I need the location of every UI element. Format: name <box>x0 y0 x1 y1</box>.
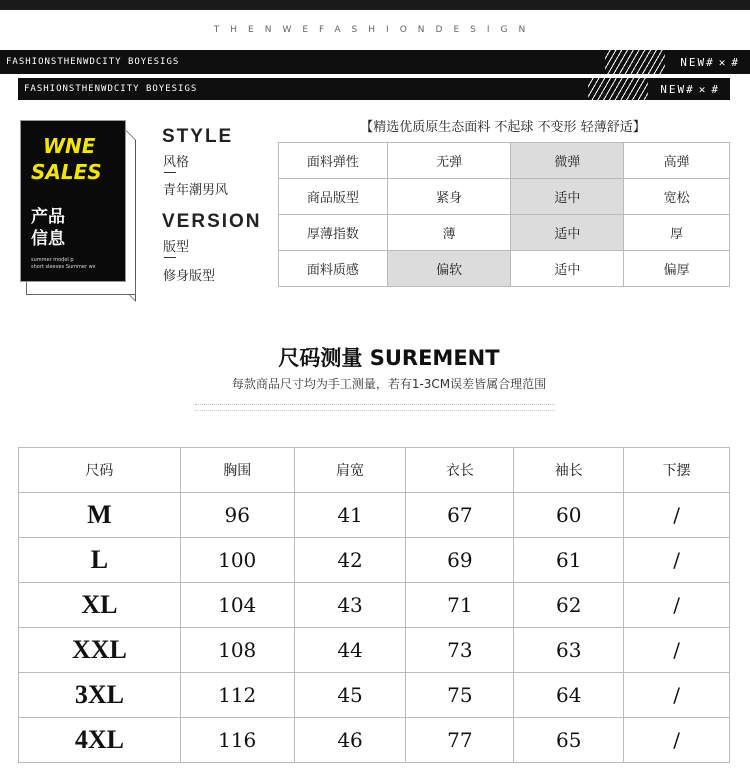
band-text: FASHIONSTHENWDCITY BOYESIGS <box>6 57 180 67</box>
style-heading: STYLE <box>162 126 234 147</box>
attribute-row <box>279 215 730 251</box>
stripe-decoration-secondary <box>588 78 648 100</box>
product-info-box <box>20 120 126 282</box>
version-cn-label: 版型 <box>163 240 190 255</box>
attribute-label: 面料弹性 <box>279 143 388 179</box>
attribute-option: 微弹 <box>511 143 624 179</box>
header-band-secondary <box>18 78 730 100</box>
size-value-cell: 73 <box>406 628 514 673</box>
size-header-cell: 胸围 <box>180 448 294 493</box>
band-new-label-secondary: NEW# ✕ # <box>660 82 720 96</box>
decorative-dotted-line <box>195 410 555 412</box>
attribute-option: 厚 <box>624 215 730 251</box>
size-header-cell: 尺码 <box>19 448 181 493</box>
size-value-cell: 112 <box>180 673 294 718</box>
size-value-cell: 46 <box>294 718 406 763</box>
attribute-option: 紧身 <box>387 179 511 215</box>
brand-line1: WNE <box>43 134 96 158</box>
size-label-cell: 4XL <box>19 718 181 763</box>
size-header-cell: 衣长 <box>406 448 514 493</box>
size-value-cell: 64 <box>514 673 624 718</box>
size-value-cell: 63 <box>514 628 624 673</box>
size-value-cell: 116 <box>180 718 294 763</box>
size-value-cell: 65 <box>514 718 624 763</box>
attribute-row <box>279 179 730 215</box>
attribute-label: 厚薄指数 <box>279 215 388 251</box>
size-value-cell: 77 <box>406 718 514 763</box>
size-label-cell: XXL <box>19 628 181 673</box>
measure-title: 尺码测量 SUREMENT <box>278 346 500 370</box>
style-cn-label: 风格 <box>163 155 190 170</box>
size-label-cell: M <box>19 493 181 538</box>
size-value-cell: 75 <box>406 673 514 718</box>
size-value-cell: 61 <box>514 538 624 583</box>
attribute-option: 适中 <box>511 179 624 215</box>
top-bar <box>0 0 750 10</box>
style-value: 青年潮男风 <box>163 183 229 198</box>
version-divider <box>164 257 176 258</box>
stripe-decoration <box>605 50 665 74</box>
size-value-cell: 43 <box>294 583 406 628</box>
version-heading: VERSION <box>162 211 262 232</box>
attributes-caption: 【精选优质原生态面料 不起球 不变形 轻薄舒适】 <box>360 120 646 135</box>
size-value-cell: 100 <box>180 538 294 583</box>
size-row <box>19 538 730 583</box>
attribute-option: 薄 <box>387 215 511 251</box>
attribute-option: 高弹 <box>624 143 730 179</box>
size-header-cell: 肩宽 <box>294 448 406 493</box>
info-box-bottom <box>26 280 136 295</box>
size-value-cell: 41 <box>294 493 406 538</box>
brand-line2: SALES <box>31 160 102 184</box>
attribute-option: 偏软 <box>387 251 511 287</box>
attributes-table <box>278 142 730 287</box>
size-value-cell: 44 <box>294 628 406 673</box>
spaced-title: THENWEFASHIONDESIGN <box>213 25 537 35</box>
size-value-cell: / <box>624 673 730 718</box>
size-value-cell: 69 <box>406 538 514 583</box>
size-row <box>19 493 730 538</box>
attribute-row <box>279 143 730 179</box>
size-table <box>18 447 730 763</box>
info-tiny-line1: summer model p <box>31 257 74 263</box>
version-value: 修身版型 <box>163 269 216 284</box>
band-new-label: NEW# ✕ # <box>680 55 740 69</box>
size-value-cell: 67 <box>406 493 514 538</box>
style-divider <box>164 172 176 173</box>
size-row <box>19 718 730 763</box>
size-value-cell: 71 <box>406 583 514 628</box>
size-value-cell: / <box>624 538 730 583</box>
size-row <box>19 628 730 673</box>
attribute-option: 宽松 <box>624 179 730 215</box>
header-band <box>0 50 750 74</box>
size-value-cell: 45 <box>294 673 406 718</box>
size-value-cell: 42 <box>294 538 406 583</box>
attribute-row <box>279 251 730 287</box>
size-header-cell: 下摆 <box>624 448 730 493</box>
size-value-cell: 104 <box>180 583 294 628</box>
size-value-cell: 60 <box>514 493 624 538</box>
size-value-cell: / <box>624 718 730 763</box>
band-text-secondary: FASHIONSTHENWDCITY BOYESIGS <box>24 84 198 94</box>
attribute-option: 偏厚 <box>624 251 730 287</box>
size-row <box>19 673 730 718</box>
info-title-line1: 产品 <box>31 207 65 227</box>
size-row <box>19 583 730 628</box>
attribute-label: 面料质感 <box>279 251 388 287</box>
measure-note: 每款商品尺寸均为手工测量，若有1-3CM误差皆属合理范围 <box>231 377 547 391</box>
attribute-option: 适中 <box>511 251 624 287</box>
attribute-label: 商品版型 <box>279 179 388 215</box>
size-value-cell: / <box>624 583 730 628</box>
attribute-option: 无弹 <box>387 143 511 179</box>
size-value-cell: / <box>624 628 730 673</box>
size-label-cell: L <box>19 538 181 583</box>
size-value-cell: 108 <box>180 628 294 673</box>
decorative-dotted-line <box>195 404 555 406</box>
info-title-line2: 信息 <box>31 229 65 249</box>
size-header-cell: 袖长 <box>514 448 624 493</box>
info-tiny-line2: short sleeves Summer ws <box>31 264 96 270</box>
size-label-cell: XL <box>19 583 181 628</box>
attribute-option: 适中 <box>511 215 624 251</box>
size-label-cell: 3XL <box>19 673 181 718</box>
size-value-cell: 96 <box>180 493 294 538</box>
size-value-cell: / <box>624 493 730 538</box>
size-value-cell: 62 <box>514 583 624 628</box>
